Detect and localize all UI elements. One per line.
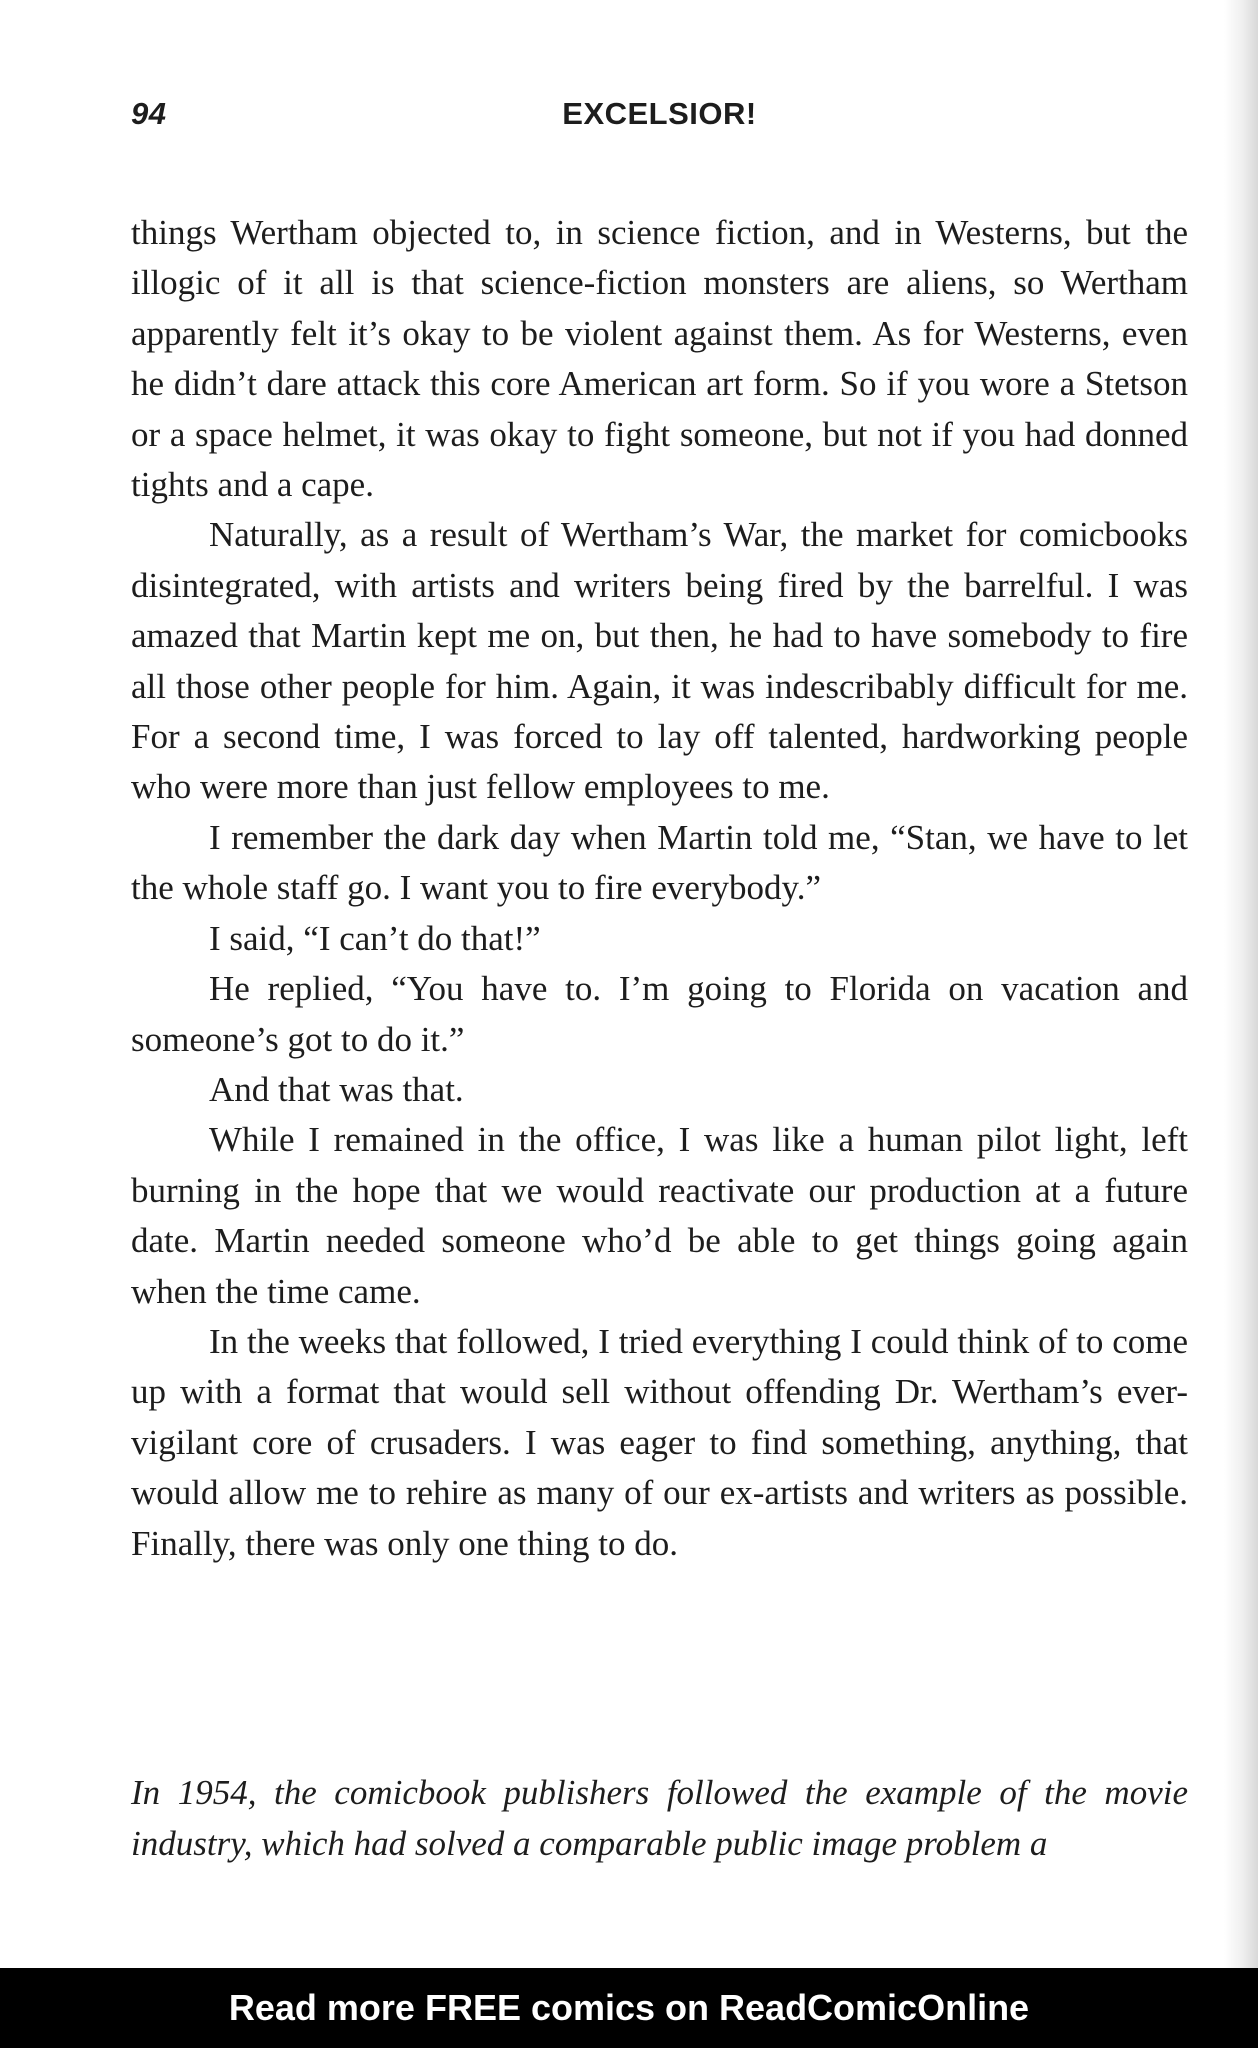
page-edge-shadow xyxy=(1224,0,1258,1968)
paragraph: I said, “I can’t do that!” xyxy=(209,918,541,958)
paragraph: Naturally, as a result of Wertham’s War, the market for comicbooks disintegrated, with artists and writers being fired by the barrelful. I was amazed that Martin kept me on, but then, he had to have somebody to fire all those other people for him. Again, it was indescribably difficult for me. For a second time, I was forced to lay off talented, hardworking people who were more than just fellow employees to me. xyxy=(131,515,1188,807)
page-number: 94 xyxy=(131,96,167,131)
paragraph: I remember the dark day when Martin told me, “Stan, we have to let the whole staff go. I want you to fire everybody.” xyxy=(131,817,1188,908)
paragraph: While I remained in the office, I was like a human pilot light, left burning in the hope that we would reactivate our production at a future date. Martin needed someone who’d be able to get things going again when the time came. xyxy=(131,1120,1188,1311)
running-title: EXCELSIOR! xyxy=(562,96,757,131)
running-header xyxy=(131,96,1188,142)
body-text xyxy=(131,208,1188,1569)
promo-banner[interactable] xyxy=(0,1968,1258,2048)
paragraph: things Wertham objected to, in science fiction, and in Westerns, but the illogic of it all is that science-fiction monsters are aliens, so Wertham apparently felt it’s okay to be violent against them. As for Westerns, even he didn’t dare attack this core American art form. So if you wore a Stetson or a space helmet, it was okay to fight someone, but not if you had donned tights and a cape. xyxy=(131,213,1188,505)
paragraph: In the weeks that followed, I tried everything I could think of to come up with a format that would sell without offending Dr. Wertham’s ever-vigilant core of crusaders. I was eager to find something, anything, that would allow me to rehire as many of our ex-artists and writers as possible. Finally, there was only one thing to do. xyxy=(131,1321,1188,1563)
paragraph: And that was that. xyxy=(209,1069,464,1109)
paragraph: He replied, “You have to. I’m going to Florida on vacation and someone’s got to do it.” xyxy=(131,969,1188,1059)
italic-passage: In 1954, the comicbook publishers followed the example of the movie industry, which had solved a comparable public image problem a xyxy=(131,1773,1188,1863)
promo-banner-text: Read more FREE comics on ReadComicOnline xyxy=(228,1987,1030,2028)
